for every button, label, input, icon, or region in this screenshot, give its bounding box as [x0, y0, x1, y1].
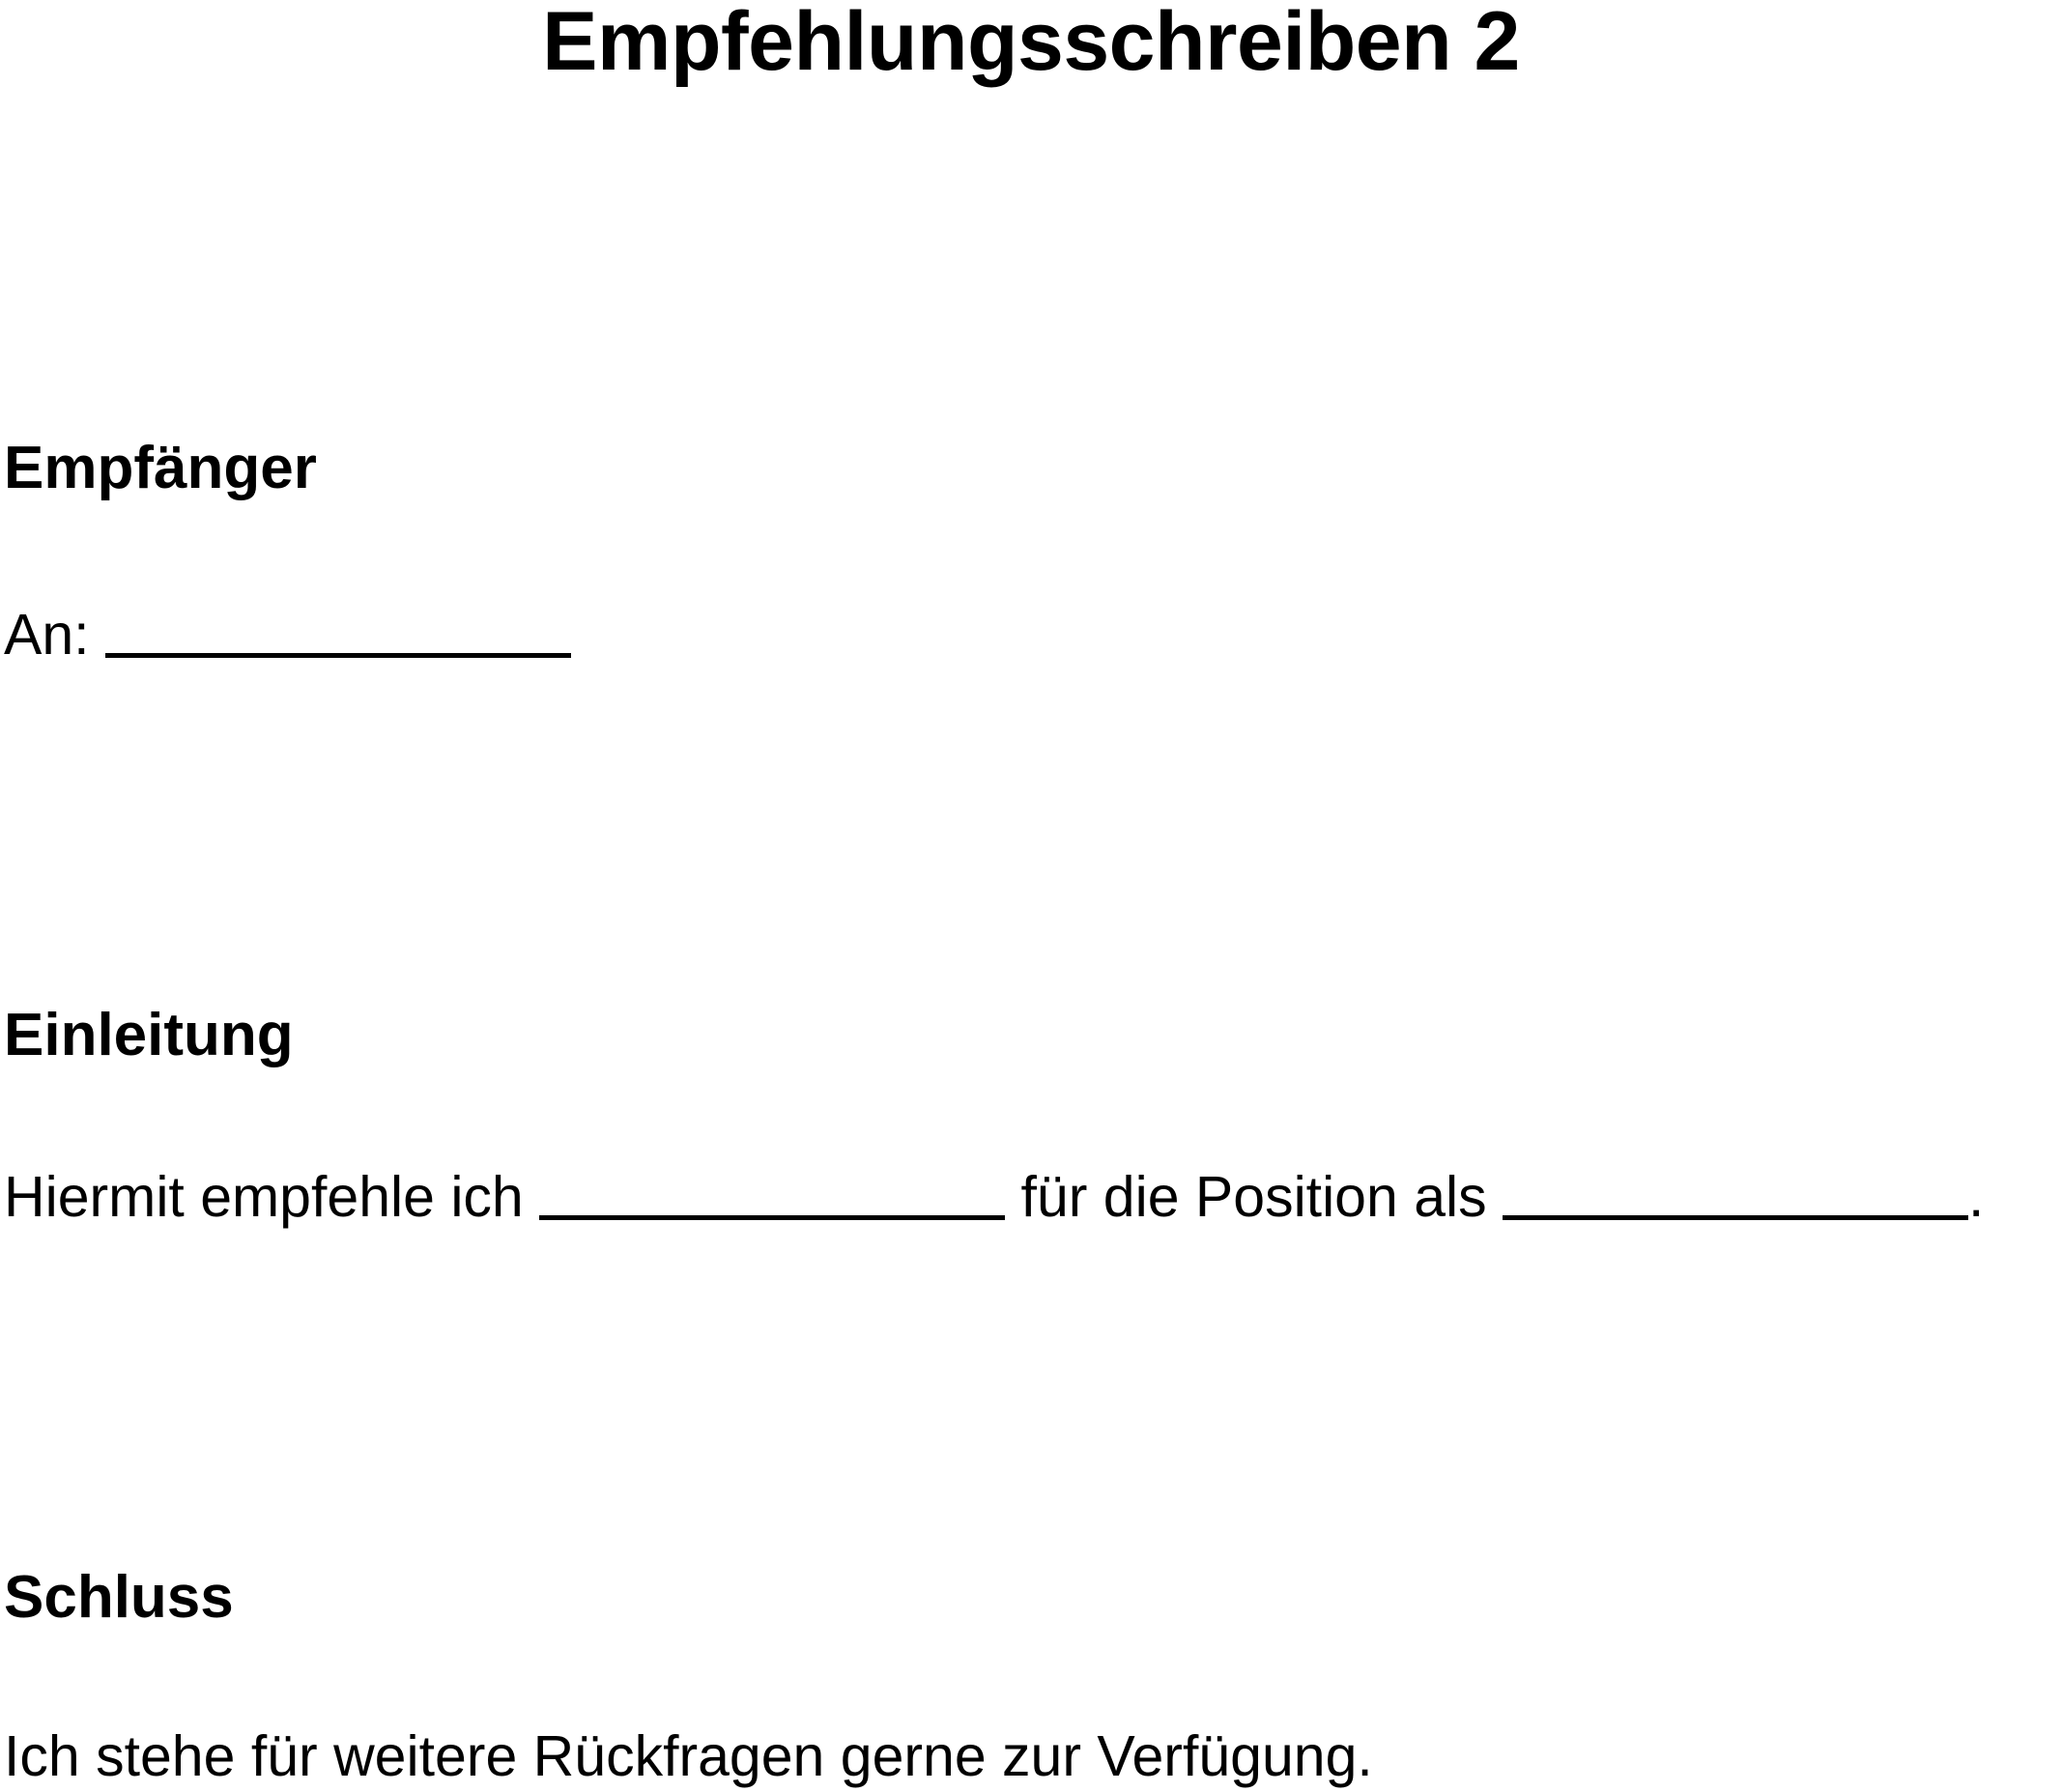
- introduction-text-end: .: [1968, 1165, 1985, 1229]
- introduction-heading: Einleitung: [4, 1002, 294, 1068]
- introduction-text-before: Hiermit empfehle ich: [4, 1165, 540, 1229]
- recipient-heading: Empfänger: [4, 435, 317, 501]
- candidate-name-blank[interactable]: [539, 1165, 1005, 1220]
- document-title: Empfehlungsschreiben 2: [542, 0, 1520, 88]
- recipient-label: An:: [4, 603, 105, 667]
- introduction-text-middle: für die Position als: [1005, 1165, 1504, 1229]
- recipient-name-blank[interactable]: [105, 603, 571, 658]
- recipient-line: [4, 599, 571, 666]
- closing-text: Ich stehe für weitere Rückfragen gerne zur Verfügung.: [4, 1724, 1373, 1788]
- introduction-line: [4, 1161, 1984, 1228]
- position-blank[interactable]: [1503, 1165, 1968, 1220]
- closing-heading: Schluss: [4, 1564, 234, 1631]
